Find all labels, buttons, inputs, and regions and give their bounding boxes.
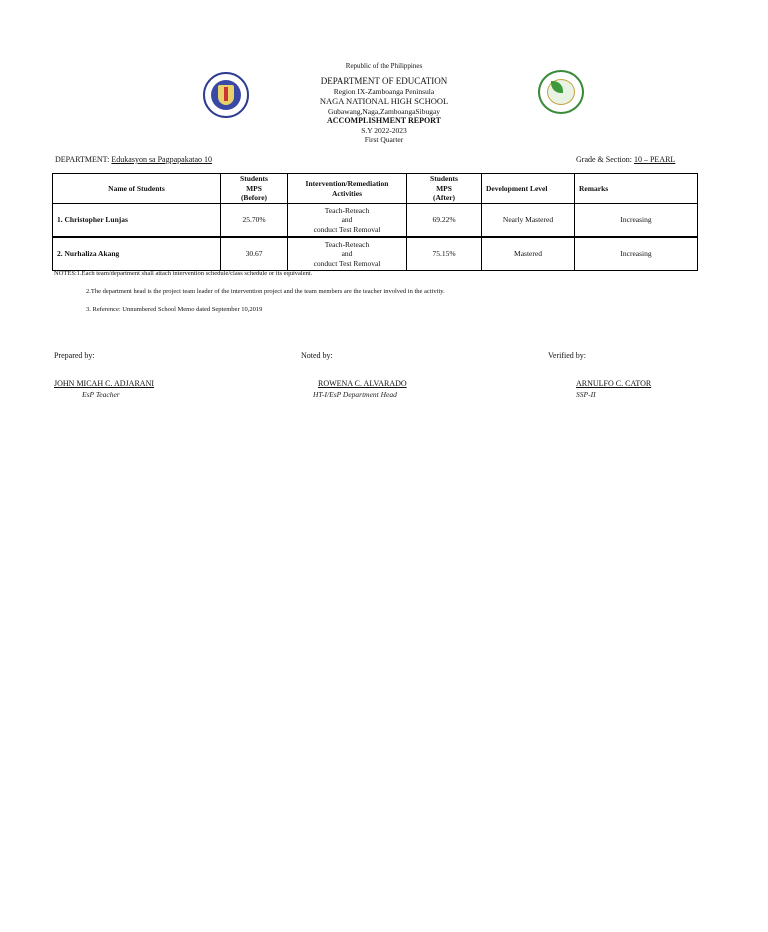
department-name: DEPARTMENT OF EDUCATION [320, 76, 448, 86]
prepared-name: JOHN MICAH C. ADJARANI [54, 379, 155, 388]
report-title: ACCOMPLISHMENT REPORT [326, 116, 442, 125]
school-name: NAGA NATIONAL HIGH SCHOOL [319, 96, 449, 106]
verified-role: SSP-II [576, 390, 596, 399]
development-level: Mastered [482, 237, 575, 271]
prepared-role: EsP Teacher [82, 390, 120, 399]
region-line: Region IX-Zamboanga Peninsula [333, 87, 435, 96]
department-value: Edukasyon sa Pagpapakatao 10 [111, 155, 213, 164]
mps-after: 75.15% [407, 237, 482, 271]
col-remarks: Remarks [575, 174, 698, 204]
school-address: Gubawang,Naga,ZamboangaSibugay [327, 107, 441, 116]
remarks: Increasing [575, 237, 698, 271]
noted-label: Noted by: [301, 351, 333, 360]
department-label: DEPARTMENT: [55, 155, 110, 164]
table-row [53, 237, 698, 271]
noted-role: HT-I/EsP Department Head [313, 390, 397, 399]
development-level: Nearly Mastered [482, 204, 575, 238]
col-name: Name of Students [53, 174, 221, 204]
intervention-activity: Teach-Reteach and conduct Test Removal [288, 237, 407, 271]
note-1: NOTES:1.Each team/department shall attach intervention schedule/class schedule or its equivalent. [54, 270, 313, 277]
intervention-activity: Teach-Reteach and conduct Test Removal [288, 204, 407, 238]
col-intervention: Intervention/Remediation Activities [288, 174, 407, 204]
accomplishment-table [52, 173, 698, 271]
school-year: S.Y 2022-2023 [361, 126, 407, 135]
table-header-row [53, 174, 698, 204]
note-3: 3. Reference: Unnumbered School Memo dated September 10,2019 [86, 306, 263, 313]
noted-name: ROWENA C. ALVARADO [318, 379, 407, 388]
department-meta [55, 155, 212, 164]
student-name: 2. Nurhaliza Akang [53, 237, 221, 271]
col-mps-before: Students MPS (Before) [221, 174, 288, 204]
verified-label: Verified by: [548, 351, 586, 360]
col-mps-after: Students MPS (After) [407, 174, 482, 204]
grade-label: Grade & Section: [576, 155, 632, 164]
grade-value: 10 – PEARL [633, 155, 676, 164]
mps-after: 69.22% [407, 204, 482, 238]
table-row [53, 204, 698, 238]
remarks: Increasing [575, 204, 698, 238]
quarter: First Quarter [364, 135, 404, 144]
mps-before: 25.70% [221, 204, 288, 238]
note-2: 2.The department head is the project team leader of the intervention project and the team members are the teacher involved in the activity. [86, 288, 445, 295]
mps-before: 30.67 [221, 237, 288, 271]
republic-line: Republic of the Philippines [345, 62, 423, 70]
prepared-label: Prepared by: [54, 351, 95, 360]
grade-meta [576, 155, 675, 164]
col-development: Development Level [482, 174, 575, 204]
verified-name: ARNULFO C. CATOR [576, 379, 652, 388]
student-name: 1. Christopher Lunjas [53, 204, 221, 238]
